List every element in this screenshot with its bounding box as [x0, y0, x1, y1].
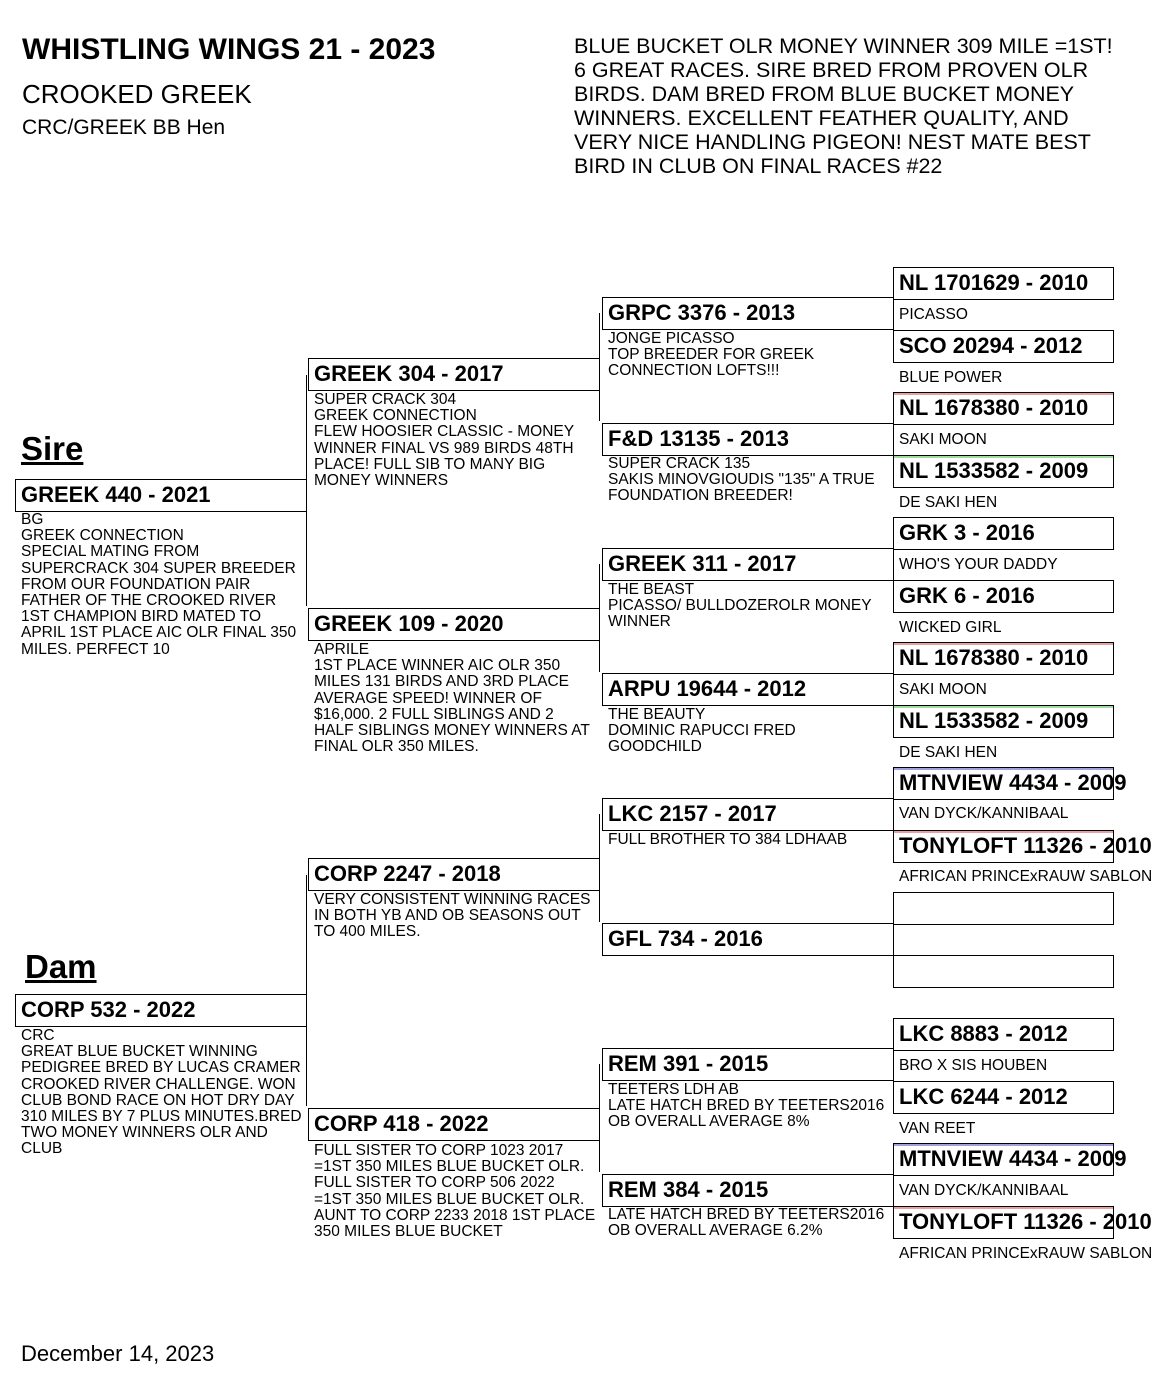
g4-accent-3 [894, 393, 1113, 395]
g3-band-7: REM 391 - 2015 [602, 1048, 894, 1081]
g4-band-4: NL 1533582 - 2009 [893, 455, 1114, 488]
dam-heading: Dam [25, 948, 97, 985]
g4-accent-9 [894, 768, 1113, 770]
g3-band-4: ARPU 19644 - 2012 [602, 673, 894, 706]
g4-name-14: VAN REET [899, 1120, 976, 1137]
g4-name-16: AFRICAN PRINCExRAUW SABLON [899, 1245, 1152, 1262]
g4-band-1: NL 1701629 - 2010 [893, 267, 1114, 300]
g4-accent-16 [894, 1207, 1113, 1209]
g4-name-3: SAKI MOON [899, 431, 987, 448]
g4-band-12 [893, 955, 1114, 988]
dam-sire-notes: VERY CONSISTENT WINNING RACES IN BOTH YB AND OB SEASONS OUT TO 400 MILES. [314, 891, 591, 941]
g3-notes-3: THE BEAST PICASSO/ BULLDOZEROLR MONEY WINNER [608, 581, 872, 631]
g4-band-15: MTNVIEW 4434 - 2009 [893, 1143, 1114, 1176]
g4-band-11 [893, 892, 1114, 925]
g4-name-1: PICASSO [899, 306, 968, 323]
sire-sire-band: GREEK 304 - 2017 [308, 358, 600, 391]
connector-dam-vertical [306, 875, 307, 1106]
bird-description: BLUE BUCKET OLR MONEY WINNER 309 MILE =1ST! 6 GREAT RACES. SIRE BRED FROM PROVEN OLR BIRDS. DAM BRED FROM BLUE BUCKET MONEY WINNERS. EXCELLENT FEATHER QUALITY, AND VERY NICE HANDLING PIGEON! NEST MATE BEST BIRD IN CLUB ON FINAL RACES #22 [574, 34, 1113, 178]
g4-name-2: BLUE POWER [899, 369, 1003, 386]
g4-name-8: DE SAKI HEN [899, 744, 998, 761]
g4-name-15: VAN DYCK/KANNIBAAL [899, 1182, 1069, 1199]
g3-notes-5: FULL BROTHER TO 384 LDHAAB [608, 831, 848, 848]
g4-band-14: LKC 6244 - 2012 [893, 1081, 1114, 1114]
bird-name: CROOKED GREEK [22, 79, 252, 109]
g3-notes-4: THE BEAUTY DOMINIC RAPUCCI FRED GOODCHILD [608, 706, 796, 756]
g3-band-1: GRPC 3376 - 2013 [602, 297, 894, 330]
sire-heading: Sire [21, 430, 84, 467]
bird-strain-color: CRC/GREEK BB Hen [22, 116, 226, 139]
g3-band-5: LKC 2157 - 2017 [602, 798, 894, 831]
g4-band-9: MTNVIEW 4434 - 2009 [893, 767, 1114, 800]
pedigree-title: WHISTLING WINGS 21 - 2023 [22, 33, 436, 66]
dam-notes: CRC GREAT BLUE BUCKET WINNING PEDIGREE BRED BY LUCAS CRAMER CROOKED RIVER CHALLENGE. WON CLUB BOND RACE ON HOT DRY DAY 310 MILES BY 7 PLUS MINUTES.BRED TWO MONEY WINNERS OLR AND CLUB [21, 1027, 302, 1158]
g4-band-13: LKC 8883 - 2012 [893, 1018, 1114, 1051]
sire-dam-notes: APRILE 1ST PLACE WINNER AIC OLR 350 MILES 131 BIRDS AND 3RD PLACE AVERAGE SPEED! WINNER OF $16,000. 2 FULL SIBLINGS AND 2 HALF SIBLINGS MONEY WINNERS AT FINAL OLR 350 MILES. [314, 641, 590, 756]
sire-sire-notes: SUPER CRACK 304 GREEK CONNECTION FLEW HOOSIER CLASSIC - MONEY WINNER FINAL VS 989 BIRDS 48TH PLACE! FULL SIB TO MANY BIG MONEY WINNERS [314, 391, 574, 490]
g4-accent-10 [894, 831, 1113, 833]
g4-band-8: NL 1533582 - 2009 [893, 705, 1114, 738]
g4-name-9: VAN DYCK/KANNIBAAL [899, 805, 1069, 822]
dam-dam-notes: FULL SISTER TO CORP 1023 2017 =1ST 350 MILES BLUE BUCKET OLR. FULL SISTER TO CORP 506 2022 =1ST 350 MILES BLUE BUCKET OLR. AUNT TO CORP 2233 2018 1ST PLACE 350 MILES BLUE BUCKET [314, 1142, 596, 1241]
g4-band-2: SCO 20294 - 2012 [893, 330, 1114, 363]
g3-notes-8: LATE HATCH BRED BY TEETERS2016 OB OVERALL AVERAGE 6.2% [608, 1206, 885, 1240]
g4-accent-15 [894, 1144, 1113, 1146]
g4-name-5: WHO'S YOUR DADDY [899, 556, 1058, 573]
g3-notes-2: SUPER CRACK 135 SAKIS MINOVGIOUDIS "135" A TRUE FOUNDATION BREEDER! [608, 455, 875, 505]
dam-dam-band: CORP 418 - 2022 [308, 1108, 600, 1141]
connector-g2-2-vertical [599, 564, 600, 672]
g4-name-6: WICKED GIRL [899, 619, 1002, 636]
g4-band-10: TONYLOFT 11326 - 2010 [893, 830, 1114, 863]
g3-band-8: REM 384 - 2015 [602, 1174, 894, 1207]
g4-band-5: GRK 3 - 2016 [893, 517, 1114, 550]
g3-notes-7: TEETERS LDH AB LATE HATCH BRED BY TEETERS2016 OB OVERALL AVERAGE 8% [608, 1081, 885, 1131]
connector-g2-1-vertical [599, 313, 600, 421]
g3-band-2: F&D 13135 - 2013 [602, 423, 894, 456]
g3-notes-1: JONGE PICASSO TOP BREEDER FOR GREEK CONNECTION LOFTS!!! [608, 330, 815, 380]
g4-name-4: DE SAKI HEN [899, 494, 998, 511]
g4-name-7: SAKI MOON [899, 681, 987, 698]
g4-accent-4 [894, 456, 1113, 458]
g3-band-6: GFL 734 - 2016 [602, 923, 894, 956]
connector-g2-3-vertical [599, 814, 600, 922]
g4-band-6: GRK 6 - 2016 [893, 580, 1114, 613]
dam-band: CORP 532 - 2022 [15, 994, 307, 1027]
g4-name-10: AFRICAN PRINCExRAUW SABLON [899, 868, 1152, 885]
g4-band-16: TONYLOFT 11326 - 2010 [893, 1206, 1114, 1239]
connector-sire-vertical [306, 375, 307, 606]
sire-notes: BG GREEK CONNECTION SPECIAL MATING FROM SUPERCRACK 304 SUPER BREEDER FROM OUR FOUNDATION PAIR FATHER OF THE CROOKED RIVER 1ST CHAMPION BIRD MATED TO APRIL 1ST PLACE AIC OLR FINAL 350 MILES. PERFECT 10 [21, 511, 297, 658]
dam-sire-band: CORP 2247 - 2018 [308, 858, 600, 891]
g4-band-3: NL 1678380 - 2010 [893, 392, 1114, 425]
print-date: December 14, 2023 [21, 1341, 215, 1366]
g4-accent-8 [894, 706, 1113, 708]
sire-band: GREEK 440 - 2021 [15, 479, 307, 512]
g4-accent-7 [894, 643, 1113, 645]
g3-band-3: GREEK 311 - 2017 [602, 548, 894, 581]
connector-g2-4-vertical [599, 1064, 600, 1172]
sire-dam-band: GREEK 109 - 2020 [308, 608, 600, 641]
g4-band-7: NL 1678380 - 2010 [893, 642, 1114, 675]
g4-name-13: BRO X SIS HOUBEN [899, 1057, 1048, 1074]
